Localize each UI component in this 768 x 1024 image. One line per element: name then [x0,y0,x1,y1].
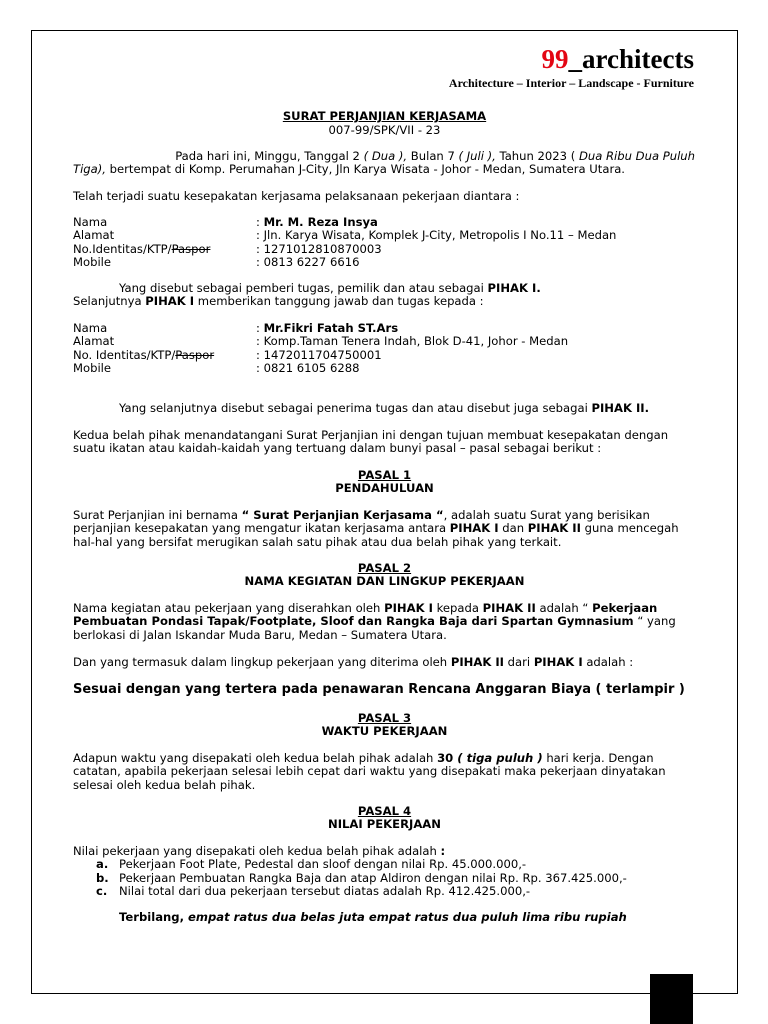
doc-number: 007-99/SPK/VII - 23 [328,123,441,137]
list-item: Nilai total dari dua pekerjaan tersebut diatas adalah Rp. 412.425.000,- [119,884,531,898]
p1-id-value: : 1271012810870003 [256,242,382,256]
pasal1-number: PASAL 1 [357,468,412,482]
p1-name-value: : Mr. M. Reza Insya [256,215,378,229]
p1-id-label: No.Identitas/KTP/Paspor [73,242,211,256]
pasal4-intro: Nilai pekerjaan yang disepakati oleh kedua belah pihak adalah : [73,844,446,858]
p2-mobile-label: Mobile [73,361,112,375]
page-corner-block [650,974,693,1024]
brand-tagline: Architecture – Interior – Landscape - Furniture [448,76,694,90]
agreement-line: Telah terjadi suatu kesepakatan kerjasama pelaksanaan pekerjaan diantara : [73,189,520,203]
intro-line-2: Tiga), bertempat di Komp. Perumahan J-City, Jln Karya Wisata - Johor - Medan, Sumatera Utara. [73,162,625,176]
pasal3-title: WAKTU PEKERJAAN [321,724,448,738]
pasal3-number: PASAL 3 [357,711,412,725]
p2-address-value: : Komp.Taman Tenera Indah, Blok D-41, Johor - Medan [256,334,569,348]
pasal2-scope: Dan yang termasuk dalam lingkup pekerjaan yang diterima oleh PIHAK II dari PIHAK I adalah : [73,655,634,669]
p1-mobile-label: Mobile [73,255,112,269]
both-line-1: Kedua belah pihak menandatangani Surat Perjanjian ini dengan tujuan membuat kesepakatan dengan [73,428,669,442]
pasal3-line-3: selesai oleh kedua belah pihak. [73,778,256,792]
pasal4-spelled-amount: Terbilang, empat ratus dua belas juta empat ratus dua puluh lima ribu rupiah [119,910,627,924]
pasal1-title: PENDAHULUAN [335,481,434,495]
pasal1-line-3: hal-hal yang bersifat merugikan salah satu pihak atau dua belah pihak yang terkait. [73,535,562,549]
p1-description: Yang disebut sebagai pemberi tugas, pemilik dan atau sebagai PIHAK I. [119,281,541,295]
pasal4-number: PASAL 4 [357,804,412,818]
pasal4-title: NILAI PEKERJAAN [328,817,441,831]
pasal1-line-1: Surat Perjanjian ini bernama “ Surat Perjanjian Kerjasama “, adalah suatu Surat yang berisikan [73,508,650,522]
p1-next: Selanjutnya PIHAK I memberikan tanggung jawab dan tugas kepada : [73,294,484,308]
both-line-2: suatu ikatan atau kaidah-kaidah yang tertuang dalam bunyi pasal – pasal sebagai berikut : [73,441,602,455]
pasal2-title: NAMA KEGIATAN DAN LINGKUP PEKERJAAN [244,574,525,588]
p1-mobile-value: : 0813 6227 6616 [256,255,360,269]
p2-id-value: : 1472011704750001 [256,348,382,362]
list-item-marker: a. [96,857,109,871]
p2-description: Yang selanjutnya disebut sebagai penerima tugas dan atau disebut juga sebagai PIHAK II. [119,401,650,415]
list-item-marker: c. [96,884,108,898]
pasal2-scope-detail: Sesuai dengan yang tertera pada penawaran Rencana Anggaran Biaya ( terlampir ) [73,682,685,697]
p1-address-label: Alamat [73,228,115,242]
p2-address-label: Alamat [73,334,115,348]
p1-address-value: : Jln. Karya Wisata, Komplek J-City, Metropolis I No.11 – Medan [256,228,617,242]
p2-mobile-value: : 0821 6105 6288 [256,361,360,375]
list-item-marker: b. [96,871,109,885]
pasal2-line-2: Pembuatan Pondasi Tapak/Footplate, Sloof dan Rangka Baja dari Spartan Gymnasium “ yang [73,614,676,628]
list-item: Pekerjaan Pembuatan Rangka Baja dan atap Aldiron dengan nilai Rp. Rp. 367.425.000,- [119,871,627,885]
brand-logo: 99_architects [541,44,694,74]
p2-id-label: No. Identitas/KTP/Paspor [73,348,215,362]
pasal3-line-2: catatan, apabila pekerjaan selesai lebih cepat dari waktu yang disepakati maka pekerjaan dinyatakan [73,764,666,778]
intro-line-1: Pada hari ini, Minggu, Tanggal 2 ( Dua ), Bulan 7 ( Juli ), Tahun 2023 ( Dua Ribu Dua Puluh [175,149,695,163]
p2-name-label: Nama [73,321,108,335]
doc-title: SURAT PERJANJIAN KERJASAMA [282,109,487,123]
pasal2-number: PASAL 2 [357,561,412,575]
list-item: Pekerjaan Foot Plate, Pedestal dan sloof dengan nilai Rp. 45.000.000,- [119,857,527,871]
pasal1-line-2: perjanjian kesepakatan yang mengatur ikatan kerjasama antara PIHAK I dan PIHAK II guna mencegah [73,521,679,535]
pasal2-line-3: berlokasi di Jalan Iskandar Muda Baru, Medan – Sumatera Utara. [73,628,447,642]
p1-name-label: Nama [73,215,108,229]
p2-name-value: : Mr.Fikri Fatah ST.Ars [256,321,399,335]
pasal3-line-1: Adapun waktu yang disepakati oleh kedua belah pihak adalah 30 ( tiga puluh ) hari kerja. Dengan [73,751,654,765]
pasal2-line-1: Nama kegiatan atau pekerjaan yang diserahkan oleh PIHAK I kepada PIHAK II adalah “ Pekerjaan [73,601,658,615]
